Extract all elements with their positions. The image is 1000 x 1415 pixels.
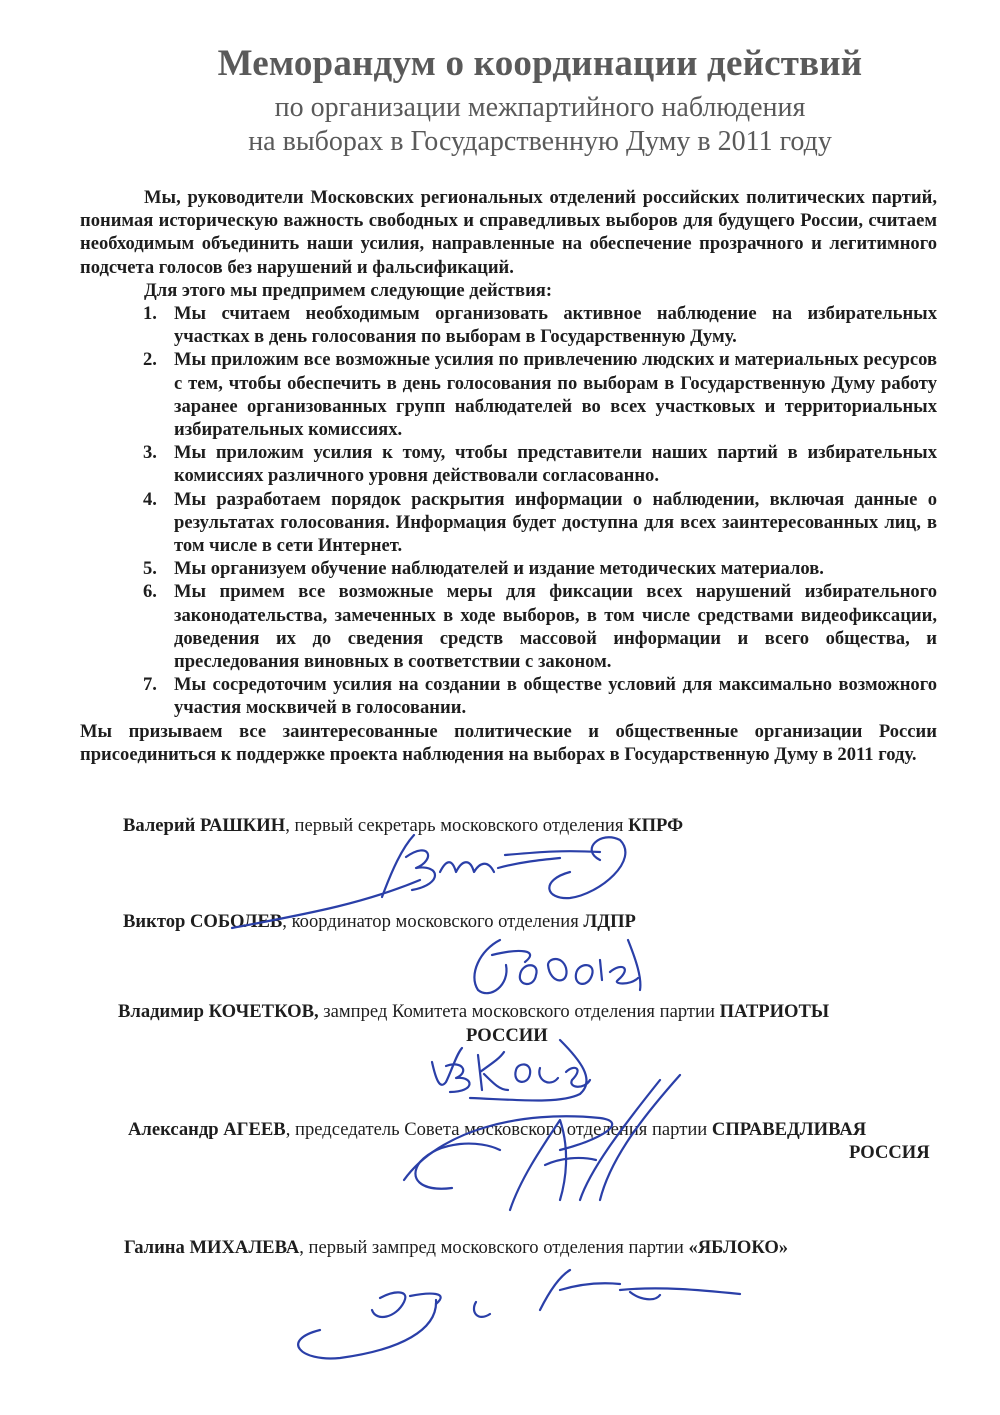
action-item	[80, 488, 937, 558]
action-number: 3.	[143, 442, 157, 464]
signatory-party: КПРФ	[628, 815, 684, 836]
document-subtitle-line-2: на выборах в Государственную Думу в 2011 году	[248, 126, 832, 157]
action-text: Мы примем все возможные меры для фиксации всех нарушений избирательного законодательства, замеченных в ходе выборов, в том числе средствами видеофиксации, доведения их до сведения средств массовой информации и всего общества, и преследования виновных в соответствии с законом.	[174, 581, 937, 673]
action-number: 5.	[143, 558, 157, 580]
signatory-party-continuation	[466, 1024, 548, 1047]
action-item	[80, 557, 937, 580]
action-number: 7.	[143, 674, 157, 696]
actions-intro: Для этого мы предпримем следующие действия:	[144, 279, 553, 301]
action-item	[80, 441, 937, 487]
signatory-party: СПРАВЕДЛИВАЯ	[711, 1119, 867, 1140]
signatory-party-line-2: РОССИИ	[466, 1025, 548, 1046]
signatory-name: Александр АГЕЕВ	[128, 1119, 286, 1140]
signatory-party: «ЯБЛОКО»	[688, 1237, 789, 1258]
action-text: Мы организуем обучение наблюдателей и издание методических материалов.	[174, 558, 824, 580]
signature-kochetkov	[432, 1040, 590, 1101]
actions-list	[80, 302, 937, 720]
document-title: Меморандум о координации действий	[217, 43, 863, 84]
signatory-party-line-2: РОССИЯ	[849, 1142, 930, 1163]
signatory-party: ПАТРИОТЫ	[719, 1001, 830, 1022]
action-text: Мы приложим все возможные усилия по привлечению людских и материальных ресурсов с тем, чтобы обеспечить в день голосования по выборам в Государственную Думу работу заранее организованных групп наблюдателей во всех участковых и территориальных избирательных комиссиях.	[174, 349, 937, 441]
signatory-kochetkov	[118, 1000, 829, 1023]
signatory-sobolev	[123, 910, 636, 933]
action-number: 6.	[143, 581, 157, 603]
signatory-ageev	[128, 1118, 866, 1141]
signatory-name: Валерий РАШКИН	[123, 815, 286, 836]
signatory-mikhaleva	[124, 1236, 788, 1259]
signatory-party-continuation	[849, 1141, 930, 1164]
signatory-role: , председатель Совета московского отделения партии	[285, 1119, 712, 1140]
signature-ageev	[404, 1075, 680, 1210]
closing-paragraph: Мы призываем все заинтересованные политические и общественные организации России присоединиться к поддержке проекта наблюдения на выборах в Государственную Думу в 2011 году.	[80, 720, 937, 765]
action-text: Мы приложим усилия к тому, чтобы представители наших партий в избирательных комиссиях различного уровня действовали согласованно.	[174, 442, 937, 487]
action-text: Мы сосредоточим усилия на создании в обществе условий для максимально возможного участия москвичей в голосовании.	[174, 674, 937, 719]
signature-mikhaleva	[298, 1270, 740, 1358]
action-number: 1.	[143, 303, 157, 325]
action-number: 4.	[143, 488, 157, 510]
signatory-role: зампред Комитета московского отделения партии	[318, 1001, 720, 1022]
memorandum-body	[80, 186, 937, 766]
signature-sobolev	[474, 940, 640, 993]
signatory-role: , первый зампред московского отделения партии	[299, 1237, 689, 1258]
action-item	[80, 580, 937, 673]
action-item	[80, 348, 937, 441]
document-subtitle-line-1: по организации межпартийного наблюдения	[274, 92, 806, 123]
signatory-name: Владимир КОЧЕТКОВ,	[118, 1001, 319, 1022]
signatory-role: , координатор московского отделения	[282, 911, 584, 932]
action-item	[80, 302, 937, 348]
intro-paragraph: Мы, руководители Московских региональных отделений российских политических партий, понимая историческую важность свободных и справедливых выборов для будущего России, считаем необходимым объединить наши усилия, направленные на обеспечение прозрачного и легитимного подсчета голосов без нарушений и фальсификаций.	[80, 187, 937, 278]
signatory-role: , первый секретарь московского отделения	[285, 815, 629, 836]
action-text: Мы разработаем порядок раскрытия информации о наблюдении, включая данные о результатах голосования. Информация будет доступна для всех заинтересованных лиц, в том числе в сети Интернет.	[174, 488, 937, 557]
signatory-party: ЛДПР	[583, 911, 636, 932]
action-text: Мы считаем необходимым организовать активное наблюдение на избирательных участках в день голосования по выборам в Государственную Думу.	[174, 303, 937, 348]
action-item	[80, 673, 937, 719]
action-number: 2.	[143, 349, 157, 371]
signatory-name: Галина МИХАЛЕВА	[124, 1237, 300, 1258]
signatory-name: Виктор СОБОЛЕВ	[123, 911, 283, 932]
signatory-rashkin	[123, 814, 683, 837]
